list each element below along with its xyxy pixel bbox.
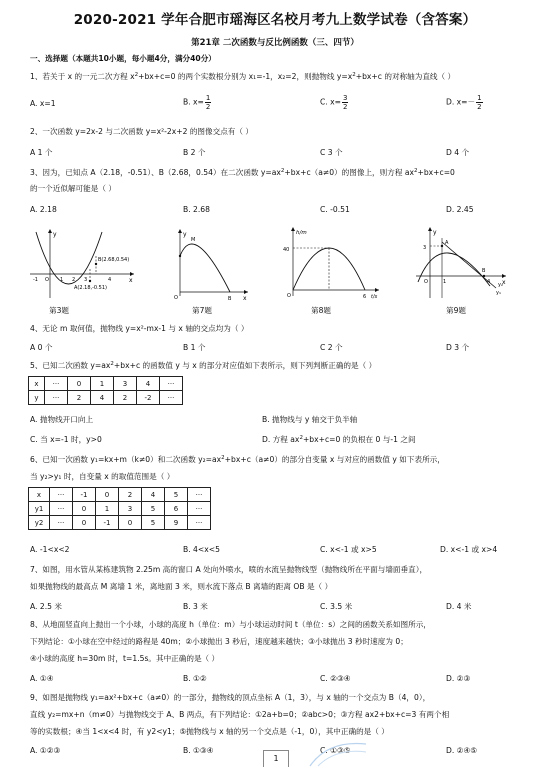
svg-text:M: M	[191, 237, 196, 243]
table-row: x ··· 0 1 3 4 ···	[29, 377, 183, 391]
q7-option-b: B. 3 米	[183, 602, 208, 611]
watermark-icon	[308, 738, 368, 768]
svg-text:h/m: h/m	[296, 230, 307, 236]
svg-text:O: O	[45, 277, 49, 283]
q3-stem-line2: 的一个近似解可能是（ ）	[30, 184, 116, 193]
figure-caption-q7: 第7题	[192, 306, 213, 315]
svg-text:x: x	[129, 277, 133, 284]
q6-option-b: B. 4<x<5	[183, 545, 220, 554]
q8-stem-line3: ④小球的高度 h=30m 时，t=1.5s。其中正确的是（ ）	[30, 654, 220, 663]
q7-stem-line1: 7、如图，用水管从某栋建筑物 2.25m 高的窗口 A 处向外喷水，喷的水流呈抛物线型（抛物线所在平面与墙面垂直），	[30, 565, 428, 574]
q5-value-table	[28, 376, 183, 405]
q2-option-b: B 2 个	[183, 148, 206, 157]
svg-text:B: B	[482, 268, 486, 274]
svg-text:2: 2	[72, 277, 76, 283]
q1-option-c: C. x= $\frac{3}{2}$	[320, 94, 348, 111]
figure-caption-q3: 第3题	[49, 306, 70, 315]
svg-text:1: 1	[443, 279, 447, 285]
svg-text:y: y	[433, 229, 437, 236]
q9-stem-line2: 直线 y₂=mx+n（m≠0）与抛物线交于 A、B 两点，有下列结论：①2a+b=0；②abc>0；③方程 ax2+bx+c=3 有两个相	[30, 710, 450, 719]
svg-text:A: A	[445, 240, 449, 246]
svg-text:y₂: y₂	[498, 282, 503, 288]
table-row: y ··· 2 4 2 -2 ···	[29, 391, 183, 405]
svg-text:x: x	[243, 295, 247, 300]
svg-text:B(2.68,0.54): B(2.68,0.54)	[98, 257, 130, 263]
figure-caption-q8: 第8题	[311, 306, 332, 315]
q7-stem-line2: 如果抛物线的最高点 M 离墙 1 米，离地面 3 米，则水流下落点 B 离墙的距离 OB 是（ ）	[30, 582, 333, 591]
q1-option-a: A. x=1	[30, 99, 56, 108]
figure-q3	[28, 226, 138, 300]
q6-option-a: A. -1<x<2	[30, 545, 70, 554]
q5-option-a: A. 抛物线开口向上	[30, 415, 94, 424]
q6-value-table	[28, 487, 211, 530]
svg-text:4: 4	[487, 279, 491, 285]
q9-option-a: A. ①②③	[30, 746, 61, 755]
q2-option-c: C 3 个	[320, 148, 343, 157]
section-heading: 一、选择题（本题共10小题，每小题4分，满分40分）	[30, 54, 216, 63]
q3-option-c: C. -0.51	[320, 205, 350, 214]
svg-text:y: y	[183, 231, 187, 238]
page-number: 1	[263, 750, 289, 767]
q9-option-d: D. ②④⑤	[446, 746, 478, 755]
q3-option-b: B. 2.68	[183, 205, 210, 214]
q7-option-c: C. 3.5 米	[320, 602, 353, 611]
q4-option-d: D 3 个	[446, 343, 470, 352]
svg-text:y: y	[53, 231, 57, 238]
svg-text:40: 40	[283, 247, 290, 253]
q7-option-d: D. 4 米	[446, 602, 472, 611]
q5-option-c: C. 当 x=-1 时，y>0	[30, 435, 102, 444]
q2-stem: 2、一次函数 y=2x-2 与二次函数 y=x²-2x+2 的图像交点有（ ）	[30, 127, 253, 136]
q8-stem-line1: 8、从地面竖直向上抛出一个小球，小球的高度 h（单位：m）与小球运动时间 t（单位：s）之间的函数关系如图所示，	[30, 620, 431, 629]
figure-q8	[283, 224, 383, 300]
q1-stem: 1、若关于 x 的一元二次方程 $x^2+bx+c=0$ 的两个实数根分别为 x₁=-1，x₂=2，则抛物线 $y=x^2+bx+c$ 的对称轴为直线（ ）	[30, 72, 456, 81]
svg-text:B: B	[228, 296, 232, 300]
svg-text:4: 4	[108, 277, 112, 283]
chapter-subtitle: 第21章 二次函数与反比例函数（三、四节）	[191, 38, 359, 48]
q4-stem: 4、无论 m 取何值，抛物线 y=x²-mx-1 与 x 轴的交点均为（ ）	[30, 324, 249, 333]
q9-stem-line3: 等的实数根；④当 1<x<4 时，有 y2<y1；⑤抛物线与 x 轴的另一个交点是（-1，0），其中正确的是（ ）	[30, 727, 389, 736]
q3-stem-line1: 3、因为，已知点 A（2.18，-0.51）、B（2.68，0.54）在二次函数 $y=ax^2+bx+c(a\ne 0)$的图像上，则方程 $ax^2+bx+c=0$	[30, 168, 455, 177]
q2-option-a: A 1 个	[30, 148, 53, 157]
q8-option-d: D. ②③	[446, 674, 471, 683]
q8-option-c: C. ②③④	[320, 674, 351, 683]
svg-text:y₁: y₁	[496, 290, 501, 296]
svg-text:3: 3	[84, 277, 88, 283]
q3-option-a: A. 2.18	[30, 205, 57, 214]
q9-option-c: C. ①③⑤	[320, 746, 351, 755]
q5-option-b: B. 抛物线与 y 轴交于负半轴	[262, 415, 358, 424]
svg-text:3: 3	[423, 245, 427, 251]
q3-option-d: D. 2.45	[446, 205, 474, 214]
svg-text:x: x	[502, 279, 506, 286]
table-row: y2 ··· 0 -1 0 5 9 ···	[29, 516, 211, 530]
q1-option-d: D. x=－ $\frac{1}{2}$	[446, 94, 482, 111]
q4-option-a: A 0 个	[30, 343, 53, 352]
table-row: y1 ··· 0 1 3 5 6 ···	[29, 502, 211, 516]
svg-text:O: O	[424, 279, 428, 285]
q1-option-b: B. x= $\frac{1}{2}$	[183, 94, 211, 111]
q8-option-b: B. ①②	[183, 674, 207, 683]
svg-text:O: O	[174, 295, 178, 300]
q6-stem-line1: 6、已知一次函数 y₁=kx+m（k≠0）和二次函数 $y_2=ax^2+bx+c(a\ne 0)$的部分自变量 x 与对应的函数值 y 如下表所示，	[30, 455, 445, 464]
q8-option-a: A. ①④	[30, 674, 54, 683]
q6-option-c: C. x<-1 或 x>5	[320, 545, 377, 554]
q5-option-d: D. 方程 $ax^2+bx+c=0$ 的负根在 0 与-1 之间	[262, 435, 416, 444]
figure-caption-q9: 第9题	[446, 306, 467, 315]
figure-q9	[410, 224, 510, 300]
figure-q7	[172, 226, 252, 300]
q9-option-b: B. ①③④	[183, 746, 214, 755]
svg-text:1: 1	[60, 277, 64, 283]
q5-stem: 5、已知二次函数 $y=ax^2+bx+c$ 的函数值 y 与 x 的部分对应值如下表所示，则下列判断正确的是（ ）	[30, 361, 377, 370]
svg-text:6: 6	[363, 294, 367, 300]
svg-text:A(2.18,-0.51): A(2.18,-0.51)	[74, 285, 107, 291]
svg-text:O: O	[287, 293, 291, 299]
svg-text:-1: -1	[33, 277, 38, 283]
q9-stem-line1: 9、如图是抛物线 y₁=ax²+bx+c（a≠0）的一部分，抛物线的顶点坐标 A（1，3），与 x 轴的一个交点为 B（4，0），	[30, 693, 431, 702]
q4-option-b: B 1 个	[183, 343, 206, 352]
q6-stem-line2: 当 y₂>y₁ 时，自变量 x 的取值范围是（ ）	[30, 472, 175, 481]
q6-option-d: D. x<-1 或 x>4	[440, 545, 498, 554]
q4-option-c: C 2 个	[320, 343, 343, 352]
table-row: x ··· -1 0 2 4 5 ···	[29, 488, 211, 502]
q2-option-d: D 4 个	[446, 148, 470, 157]
q7-option-a: A. 2.5 米	[30, 602, 62, 611]
page-title: 2020-2021 学年合肥市瑶海区名校月考九上数学试卷（含答案）	[73, 12, 477, 28]
svg-text:t/s: t/s	[371, 294, 378, 300]
q8-stem-line2: 下列结论：①小球在空中经过的路程是 40m；②小球抛出 3 秒后，速度越来越快；③小球抛出 3 秒时速度为 0；	[30, 637, 408, 646]
